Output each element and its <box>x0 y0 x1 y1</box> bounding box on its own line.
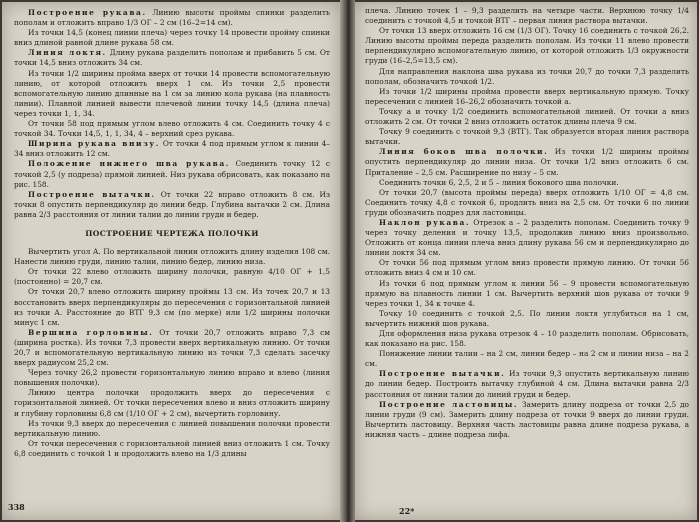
paragraph: Соединить точки 6, 2,5, 2 и 5 – линия бокового шва полочки. <box>379 177 619 187</box>
left-text-column <box>14 8 330 459</box>
page-number: 22* <box>399 506 415 516</box>
paragraph: От точки 58 под прямым углом влево отложить 4 см. Соединить точку 4 с точкой 34. Точки 14,5, 1, 1, 34, 4 – верхний срез рукава. <box>14 119 330 139</box>
paragraph: Ширина рукава внизу. От точки 4 под прямым углом к линии 4–34 вниз отложить 12 см. <box>14 139 330 159</box>
section-title: ПОСТРОЕНИЕ ЧЕРТЕЖА ПОЛОЧКИ <box>85 228 259 238</box>
paragraph: Наклон рукава. Отрезок а – 2 разделить пополам. Соединить точку 9 через точку деления и точку 13,5, продолжив линию вниз произвольно. Отложить от конца линии плеча вниз длину рукава 56 см и перпендикулярно до линии локтя 34 см. <box>365 217 689 258</box>
paragraph: Из точки 1/2 ширины пройма вверх от точки 14 провести вспомогательную линию, от которой отложить вверх 1 см. Из точки 2,5 провести вспомогательную линию длинные на 1 см за линию кола рукава (на плавность линии). Плавной линией вывести плечевой линии точку 14,5 (длина плеча) через точки 1, 1, 34. <box>14 68 330 118</box>
paragraph: Точку 10 соединить с точкой 2,5. По линии локтя углубиться на 1 см, вычертить нижний шов рукава. <box>365 308 689 328</box>
page-number: 338 <box>8 502 25 512</box>
paragraph: Из точки 6 под прямым углом к линии 56 – 9 провести вспомогательную прямую на плавность линии 1 см. Вычертить верхний шов рукава от точки 9 через точки 1, 34 к точке 4. <box>365 278 689 308</box>
paragraph: Из точки 1/2 ширины пройма провести вверх вертикальную прямую. Точку пересечения с линией 16–26,2 обозначить точкой а. <box>365 86 689 106</box>
paragraph: От точки 22 влево отложить ширину полочки, равную 4/10 ОГ + 1,5 (постоянно) = 20,7 см. <box>14 267 330 287</box>
paragraph: Вершина горловины. От точки 20,7 отложить вправо 7,3 см (ширина ростка). Из точки 7,3 провести вверх вертикальную линию. От точки 20,7 и вспомогательную вертикальную линию из точки 7,3 сделать засечку вверх радиусом 25,2 см. <box>14 327 330 368</box>
paragraph: Линия локтя. Длину рукава разделить пополам и прибавить 5 см. От точки 14,5 вниз отложить 34 см. <box>14 48 331 68</box>
book-gutter <box>340 0 355 522</box>
paragraph: Из точки 9,3 вверх до пересечения с линией повышения полочки провести вертикальную линию. <box>14 418 330 438</box>
paragraph: От точки пересечения с горизонтальной линией вниз отложить 1 см. Точку 6,8 соединить с точкой 1 и продолжить влево на 1/3 длины <box>14 438 330 458</box>
paragraph: Построение вытачки. Из точки 9,3 опустить вертикальную линию до линии бедер. Построить вытачку глубиной 4 см. Длина вытачки равна 2/3 расстояния от линии талии до линий груди и бедер. <box>365 369 689 399</box>
paragraph: Через точку 26,2 провести горизонтальную линию вправо и влево (линия повышения полочки). <box>14 368 330 388</box>
paragraph: Точку 9 соединить с точкой 9,3 (ВТГ). Так образуется вторая линия раствора вытачки. <box>365 127 689 147</box>
right-page <box>355 2 697 520</box>
paragraph: От точки 20,7 (высота проймы переда) вверх отложить 1/10 ОГ = 4,8 см. Соединить точку 4,8 с точкой 6, продлить вниз на 2,5 см. От точки 6 по линии груди обозначить подрез для ластовицы. <box>365 187 689 217</box>
paragraph: Вычертить угол А. По вертикальной линии отложить длину изделия 108 см. Нанести линию груди, линию талии, линию бедер, линию низа. <box>14 247 330 267</box>
paragraph: От точки 13 вверх отложить 16 см (1/3 ОГ). Точку 16 соединить с точкой 26,2. Линию высоты проймы переда разделить пополам. Из точки 11 влево провести перпендикулярно вспомогательную линию, от которой отложить 1/3 окружности груди (16–2,5=13,5 см). <box>365 26 689 66</box>
paragraph: Из точки 14,5 (конец линии плеча) через точку 14 провести пройму спинки вниз длиной равной длине рукава 58 см. <box>14 28 330 48</box>
paragraph: Линию центра полочки продолжить вверх до пересечения с горизонтальной линией. От точки пересечения влево и вниз отложить ширину и глубину горловины 6,8 см (1/10 ОГ + 2 см), вычертить горловину. <box>14 388 330 418</box>
paragraph: Точку а и точку 1/2 соединить вспомогательной линией. От точки а вниз отложить 2 см. От точки 2 вниз отложить остаток длины плеча 9 см. <box>365 106 689 127</box>
paragraph: Построение ластовицы. Замерить длину подреза от точки 2,5 до линии груди (9 см). Замерить длину подреза от точки 9 вверх до линии груди. Вычертить ластовицу. Верхняя часть ластовицы равна длине подреза рукава, а нижняя часть – длине подреза лифа. <box>365 399 689 439</box>
paragraph: Линия боков шва полочки. Из точки 1/2 ширины проймы опустить перпендикуляр до линии низа. От точки 1/2 вниз отложить 6 см. Приталение – 2,5 см. Расширение по низу – 5 см. <box>365 147 689 177</box>
left-page <box>2 2 340 520</box>
paragraph: Для оформления низа рукава отрезок 4 – 10 разделить пополам. Обрисовать, как показано на рис. 158. <box>365 329 689 349</box>
paragraph: Понижение линии талии – на 2 см, линии бедер – на 2 см и линии низа – на 2 см. <box>365 349 689 369</box>
paragraph: Построение рукава. Линию высоты проймы спинки разделить пополам и отложить вправо 1/3 ОГ – 2 см (16–2=14 см). <box>14 8 330 28</box>
right-text-column <box>365 6 689 440</box>
paragraph: От точки 56 под прямым углом вниз провести прямую линию. От точки 56 отложить вниз 4 см и 10 см. <box>365 258 689 278</box>
paragraph: От точки 20,7 влево отложить ширину проймы 13 см. Из точек 20,7 и 13 восстановить вверх перпендикуляры до пересечения с горизонтальной линией из точки А. Расстояние до ВТГ 9,3 см (по мерке) или 1/2 ширины полочки минус 1 см. <box>14 287 330 327</box>
paragraph: Построение вытачки. От точки 22 вправо отложить 8 см. Из точки 8 опустить перпендикуляр до линии бедр. Глубина вытачки 2 см. Длина равна 2/3 расстояния от линии талии до линии груди и бедер. <box>14 189 330 219</box>
paragraph: Для направления наклона шва рукава из точки 20,7 до точки 7,3 разделить пополам, обозначить точкой 1/2. <box>365 66 689 86</box>
paragraph: плеча. Линию точек 1 – 9,3 разделить на четыре части. Верхнюю точку 1/4 соединить с точкой 4,5 и точкой ВТГ – первая линия раствора вытачки. <box>365 6 689 26</box>
paragraph: Положение нижнего шва рукава. Соединить точку 12 с точкой 2,5 (у подреза) прямой линией. Низ рукава обрисовать, как показано на рис. 158. <box>14 159 330 189</box>
